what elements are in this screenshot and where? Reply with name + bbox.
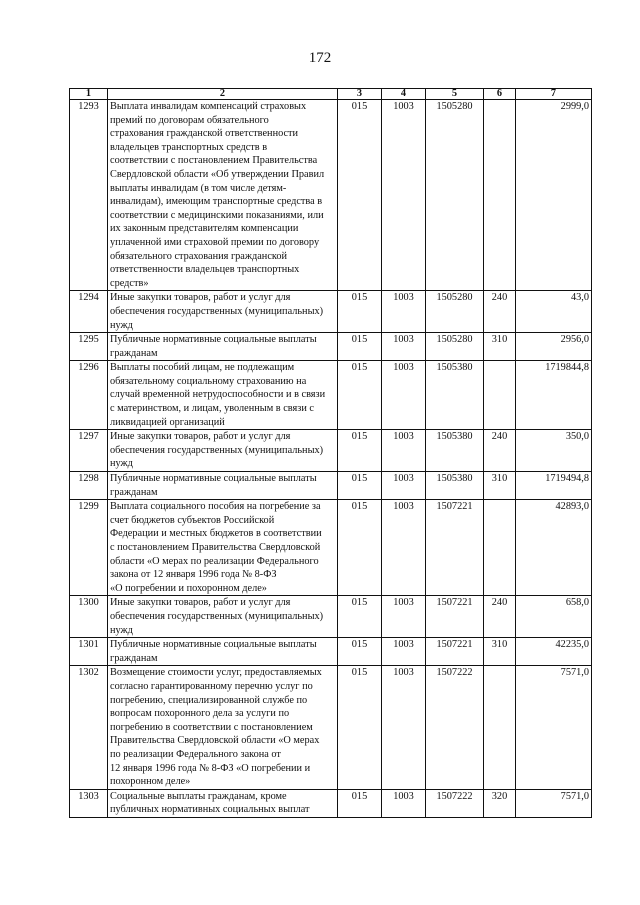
table-row (70, 666, 592, 789)
header-cell: 5 (426, 89, 484, 100)
row-name: Социальные выплаты гражданам, кроме публичных нормативных социальных выплат (108, 789, 338, 817)
row-target-code: 1505380 (426, 361, 484, 430)
row-number: 1295 (70, 333, 108, 361)
row-name: Выплата инвалидам компенсаций страховых премий по договорам обязательного страхования гражданской ответственности владельцев транспортных средств в соответствии с постановлением Правительства Свердловской области «Об утверждении Правил выплаты инвалидам (в том числе детям- инвалидам), имеющим транспортные средства в соответствии с медицинскими показаниями, или их законным представителям компенсации уплаченной ими страховой премии по договору обязательного страхования гражданской ответственности владельцев транспортных средств» (108, 100, 338, 291)
row-expense-type: 310 (484, 472, 516, 500)
row-number: 1301 (70, 638, 108, 666)
row-ministry-code: 015 (338, 500, 382, 596)
row-section-code: 1003 (382, 666, 426, 789)
row-name: Выплаты пособий лицам, не подлежащим обязательному социальному страхованию на случай временной нетрудоспособности и в связи с материнством, и лицам, уволенным в связи с ликвидацией организаций (108, 361, 338, 430)
table-row (70, 472, 592, 500)
row-target-code: 1507221 (426, 638, 484, 666)
row-amount: 1719494,8 (516, 472, 592, 500)
row-target-code: 1505380 (426, 472, 484, 500)
row-number: 1297 (70, 430, 108, 472)
row-expense-type: 240 (484, 291, 516, 333)
row-target-code: 1507221 (426, 500, 484, 596)
row-expense-type: 240 (484, 596, 516, 638)
row-name: Иные закупки товаров, работ и услуг для обеспечения государственных (муниципальных) нужд (108, 596, 338, 638)
row-target-code: 1505280 (426, 291, 484, 333)
row-section-code: 1003 (382, 638, 426, 666)
table-row (70, 638, 592, 666)
row-name: Возмещение стоимости услуг, предоставляемых согласно гарантированному перечню услуг по погребению, специализированной службе по вопросам похоронного дела за услуги по погребению в соответствии с постановлением Правительства Свердловской области «О мерах по реализации Федерального закона от 12 января 1996 года № 8-ФЗ «О погребении и похоронном деле» (108, 666, 338, 789)
row-amount: 2956,0 (516, 333, 592, 361)
row-expense-type (484, 100, 516, 291)
row-section-code: 1003 (382, 472, 426, 500)
header-cell: 4 (382, 89, 426, 100)
table-row (70, 596, 592, 638)
row-ministry-code: 015 (338, 472, 382, 500)
row-number: 1298 (70, 472, 108, 500)
row-number: 1299 (70, 500, 108, 596)
row-ministry-code: 015 (338, 430, 382, 472)
row-ministry-code: 015 (338, 638, 382, 666)
table-row (70, 100, 592, 291)
row-ministry-code: 015 (338, 596, 382, 638)
row-number: 1302 (70, 666, 108, 789)
row-amount: 42893,0 (516, 500, 592, 596)
row-number: 1303 (70, 789, 108, 817)
row-target-code: 1505280 (426, 333, 484, 361)
row-name: Публичные нормативные социальные выплаты гражданам (108, 638, 338, 666)
row-section-code: 1003 (382, 789, 426, 817)
row-amount: 2999,0 (516, 100, 592, 291)
row-section-code: 1003 (382, 596, 426, 638)
row-name: Выплата социального пособия на погребение за счет бюджетов субъектов Российской Федерации и местных бюджетов в соответствии с постановлением Правительства Свердловской области «О мерах по реализации Федерального закона от 12 января 1996 года № 8-ФЗ «О погребении и похоронном деле» (108, 500, 338, 596)
table-row (70, 789, 592, 817)
row-target-code: 1505380 (426, 430, 484, 472)
row-number: 1296 (70, 361, 108, 430)
row-target-code: 1507222 (426, 789, 484, 817)
row-amount: 1719844,8 (516, 361, 592, 430)
row-amount: 7571,0 (516, 789, 592, 817)
row-expense-type: 310 (484, 333, 516, 361)
header-cell: 3 (338, 89, 382, 100)
row-section-code: 1003 (382, 361, 426, 430)
row-section-code: 1003 (382, 430, 426, 472)
row-expense-type (484, 666, 516, 789)
row-amount: 7571,0 (516, 666, 592, 789)
row-expense-type: 310 (484, 638, 516, 666)
row-expense-type (484, 361, 516, 430)
row-ministry-code: 015 (338, 291, 382, 333)
row-section-code: 1003 (382, 500, 426, 596)
header-cell: 1 (70, 89, 108, 100)
row-name: Публичные нормативные социальные выплаты гражданам (108, 472, 338, 500)
row-number: 1294 (70, 291, 108, 333)
row-section-code: 1003 (382, 291, 426, 333)
row-amount: 42235,0 (516, 638, 592, 666)
row-ministry-code: 015 (338, 666, 382, 789)
row-amount: 658,0 (516, 596, 592, 638)
header-row (70, 89, 592, 100)
row-amount: 350,0 (516, 430, 592, 472)
row-name: Иные закупки товаров, работ и услуг для обеспечения государственных (муниципальных) нужд (108, 291, 338, 333)
row-section-code: 1003 (382, 100, 426, 291)
row-target-code: 1507221 (426, 596, 484, 638)
row-expense-type (484, 500, 516, 596)
row-name: Иные закупки товаров, работ и услуг для обеспечения государственных (муниципальных) нужд (108, 430, 338, 472)
budget-table (69, 88, 592, 818)
row-expense-type: 320 (484, 789, 516, 817)
row-amount: 43,0 (516, 291, 592, 333)
table-row (70, 500, 592, 596)
row-section-code: 1003 (382, 333, 426, 361)
table-row (70, 333, 592, 361)
row-name: Публичные нормативные социальные выплаты гражданам (108, 333, 338, 361)
row-target-code: 1507222 (426, 666, 484, 789)
table-row (70, 361, 592, 430)
table-row (70, 291, 592, 333)
row-number: 1293 (70, 100, 108, 291)
row-ministry-code: 015 (338, 100, 382, 291)
row-target-code: 1505280 (426, 100, 484, 291)
row-ministry-code: 015 (338, 789, 382, 817)
row-ministry-code: 015 (338, 361, 382, 430)
page-number: 172 (308, 50, 332, 66)
header-cell: 2 (108, 89, 338, 100)
row-ministry-code: 015 (338, 333, 382, 361)
row-number: 1300 (70, 596, 108, 638)
table-row (70, 430, 592, 472)
row-expense-type: 240 (484, 430, 516, 472)
header-cell: 6 (484, 89, 516, 100)
header-cell: 7 (516, 89, 592, 100)
